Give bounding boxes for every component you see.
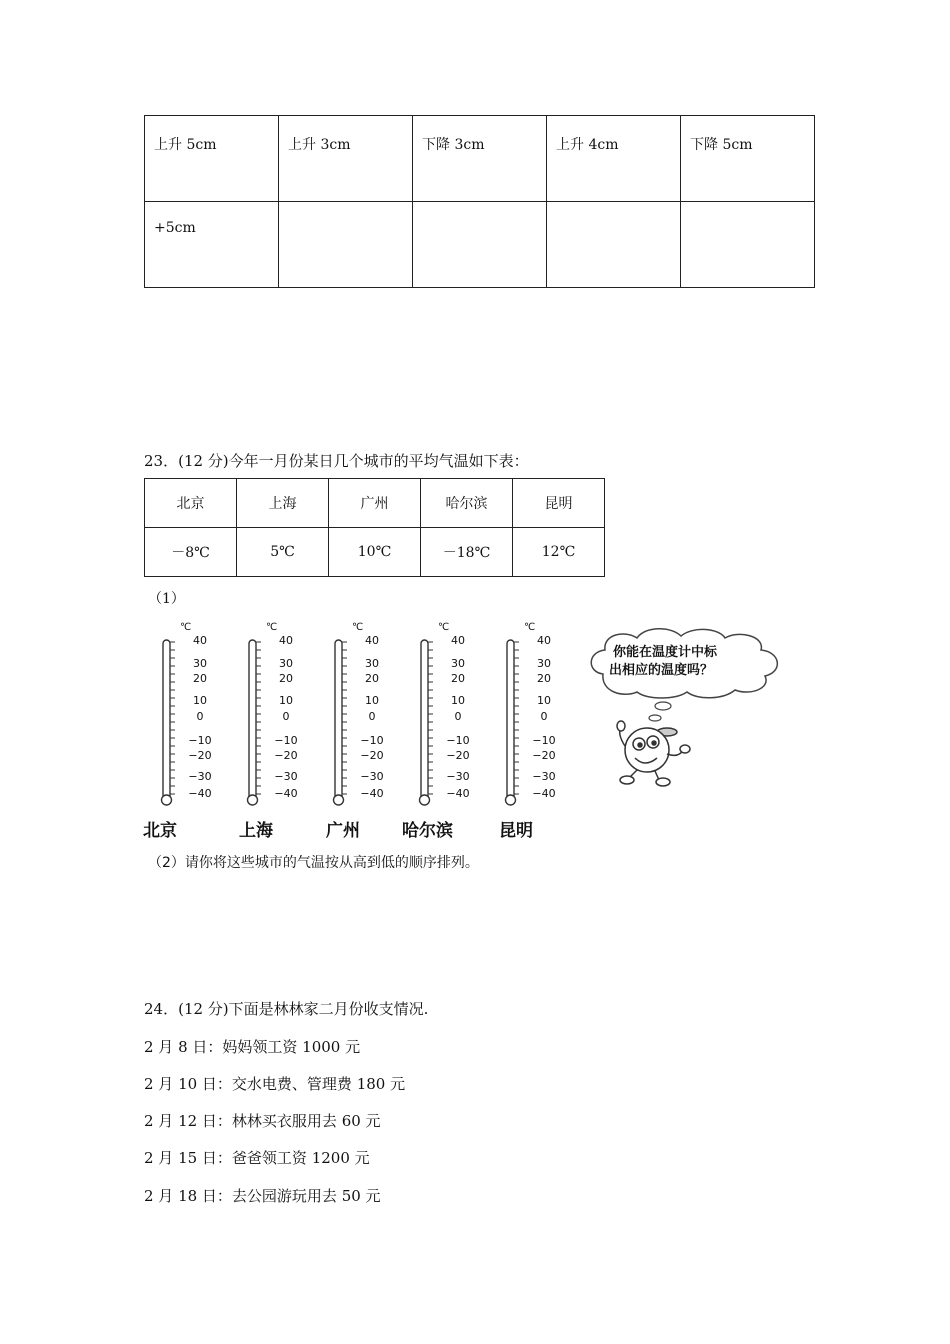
temperature-table <box>144 478 605 577</box>
scale-label: −30 <box>360 770 384 783</box>
thermo-label-guangzhou: 广州 <box>326 821 360 841</box>
scale-label: −30 <box>446 770 470 783</box>
scale-label: 30 <box>279 657 293 670</box>
scale-label: 20 <box>537 672 551 685</box>
thermometer-bulb <box>162 795 172 805</box>
temp-cell: 10℃ <box>329 528 421 577</box>
table-row <box>145 479 605 528</box>
question-24-title: 24．(12 分)下面是林林家二月份收支情况. <box>144 1000 429 1018</box>
scale-label: 0 <box>540 710 548 723</box>
scale-label: −10 <box>360 734 384 747</box>
scale-label: −20 <box>274 749 298 762</box>
scale-label: 20 <box>365 672 379 685</box>
scale-label: 30 <box>193 657 207 670</box>
scale-label: −20 <box>360 749 384 762</box>
thermo-label-shanghai: 上海 <box>239 821 273 841</box>
scale-label: −30 <box>532 770 556 783</box>
thermometer-bulb <box>506 795 516 805</box>
list-item: 2 月 8 日：妈妈领工资 1000 元 <box>144 1038 361 1056</box>
scale-label: 10 <box>451 694 465 707</box>
thermo-label-kunming: 昆明 <box>499 821 533 841</box>
table-cell: 上升 4cm <box>547 116 681 202</box>
thermometer[interactable] <box>506 622 556 805</box>
scale-label: 10 <box>193 694 207 707</box>
scale-label: −20 <box>188 749 212 762</box>
scale-label: 0 <box>368 710 376 723</box>
scale-label: −40 <box>532 787 556 800</box>
scale-label: −40 <box>360 787 384 800</box>
temp-cell: －8℃ <box>145 528 237 577</box>
scale-label: −10 <box>446 734 470 747</box>
question-23-title: 23．(12 分)今年一月份某日几个城市的平均气温如下表： <box>144 452 529 470</box>
scale-label: −30 <box>188 770 212 783</box>
thermo-label-harbin: 哈尔滨 <box>402 821 453 841</box>
table-cell: 上升 3cm <box>279 116 413 202</box>
answer-cell[interactable] <box>547 202 681 288</box>
scale-label: 10 <box>365 694 379 707</box>
part-1-label: （1） <box>148 591 185 607</box>
scale-label: 30 <box>451 657 465 670</box>
thermometer-bulb <box>420 795 430 805</box>
cartoon-character-icon <box>617 721 690 786</box>
thermo-label-beijing: 北京 <box>143 821 177 841</box>
temp-cell: 5℃ <box>237 528 329 577</box>
thought-cloud-illustration <box>585 622 790 787</box>
table-cell: 上升 5cm <box>145 116 279 202</box>
city-header: 哈尔滨 <box>421 479 513 528</box>
list-item: 2 月 18 日：去公园游玩用去 50 元 <box>144 1187 381 1205</box>
scale-label: 30 <box>537 657 551 670</box>
list-item: 2 月 12 日：林林买衣服用去 60 元 <box>144 1112 381 1130</box>
thermometer-tube <box>421 640 428 800</box>
answer-cell[interactable] <box>681 202 815 288</box>
scale-label: 40 <box>193 634 207 647</box>
unit-label: ℃ <box>180 622 192 633</box>
city-header: 广州 <box>329 479 421 528</box>
scale-label: 40 <box>537 634 551 647</box>
scale-label: 40 <box>365 634 379 647</box>
thermometer-group[interactable] <box>160 618 580 808</box>
thermometer-tube <box>163 640 170 800</box>
thermometer[interactable] <box>420 622 470 805</box>
temp-cell: 12℃ <box>513 528 605 577</box>
answer-cell[interactable] <box>279 202 413 288</box>
thermometer-tube <box>335 640 342 800</box>
scale-label: −40 <box>446 787 470 800</box>
table-row <box>145 202 815 288</box>
scale-label: 0 <box>282 710 290 723</box>
scale-label: −20 <box>446 749 470 762</box>
thermometer[interactable] <box>162 622 212 805</box>
list-item: 2 月 10 日：交水电费、管理费 180 元 <box>144 1075 406 1093</box>
scale-label: 20 <box>193 672 207 685</box>
scale-label: −30 <box>274 770 298 783</box>
unit-label: ℃ <box>266 622 278 633</box>
scale-label: −40 <box>274 787 298 800</box>
temp-cell: －18℃ <box>421 528 513 577</box>
scale-label: −10 <box>274 734 298 747</box>
scale-label: 20 <box>451 672 465 685</box>
unit-label: ℃ <box>524 622 536 633</box>
thermometer-bulb <box>248 795 258 805</box>
table-cell: 下降 3cm <box>413 116 547 202</box>
list-item: 2 月 15 日：爸爸领工资 1200 元 <box>144 1149 370 1167</box>
scale-label: 0 <box>196 710 204 723</box>
table-row <box>145 528 605 577</box>
table-cell: 下降 5cm <box>681 116 815 202</box>
scale-label: 0 <box>454 710 462 723</box>
scale-label: 10 <box>279 694 293 707</box>
scale-label: 20 <box>279 672 293 685</box>
thermometer[interactable] <box>248 622 298 805</box>
scale-label: 10 <box>537 694 551 707</box>
city-header: 北京 <box>145 479 237 528</box>
scale-label: −40 <box>188 787 212 800</box>
cloud-text-line1: 你能在温度计中标 <box>613 645 718 660</box>
table-cell: +5cm <box>145 202 279 288</box>
cloud-text-line2: 出相应的温度吗？ <box>609 663 714 678</box>
scale-label: 40 <box>279 634 293 647</box>
scale-label: 40 <box>451 634 465 647</box>
thermometer-tube <box>507 640 514 800</box>
answer-cell[interactable] <box>413 202 547 288</box>
unit-label: ℃ <box>352 622 364 633</box>
scale-label: −20 <box>532 749 556 762</box>
unit-label: ℃ <box>438 622 450 633</box>
thermometer[interactable] <box>334 622 384 805</box>
part-2-question: （2）请你将这些城市的气温按从高到低的顺序排列。 <box>148 855 479 871</box>
water-level-table <box>144 115 815 288</box>
thermometer-tube <box>249 640 256 800</box>
city-header: 昆明 <box>513 479 605 528</box>
city-header: 上海 <box>237 479 329 528</box>
scale-label: −10 <box>188 734 212 747</box>
thermometer-bulb <box>334 795 344 805</box>
scale-label: −10 <box>532 734 556 747</box>
scale-label: 30 <box>365 657 379 670</box>
table-row <box>145 116 815 202</box>
